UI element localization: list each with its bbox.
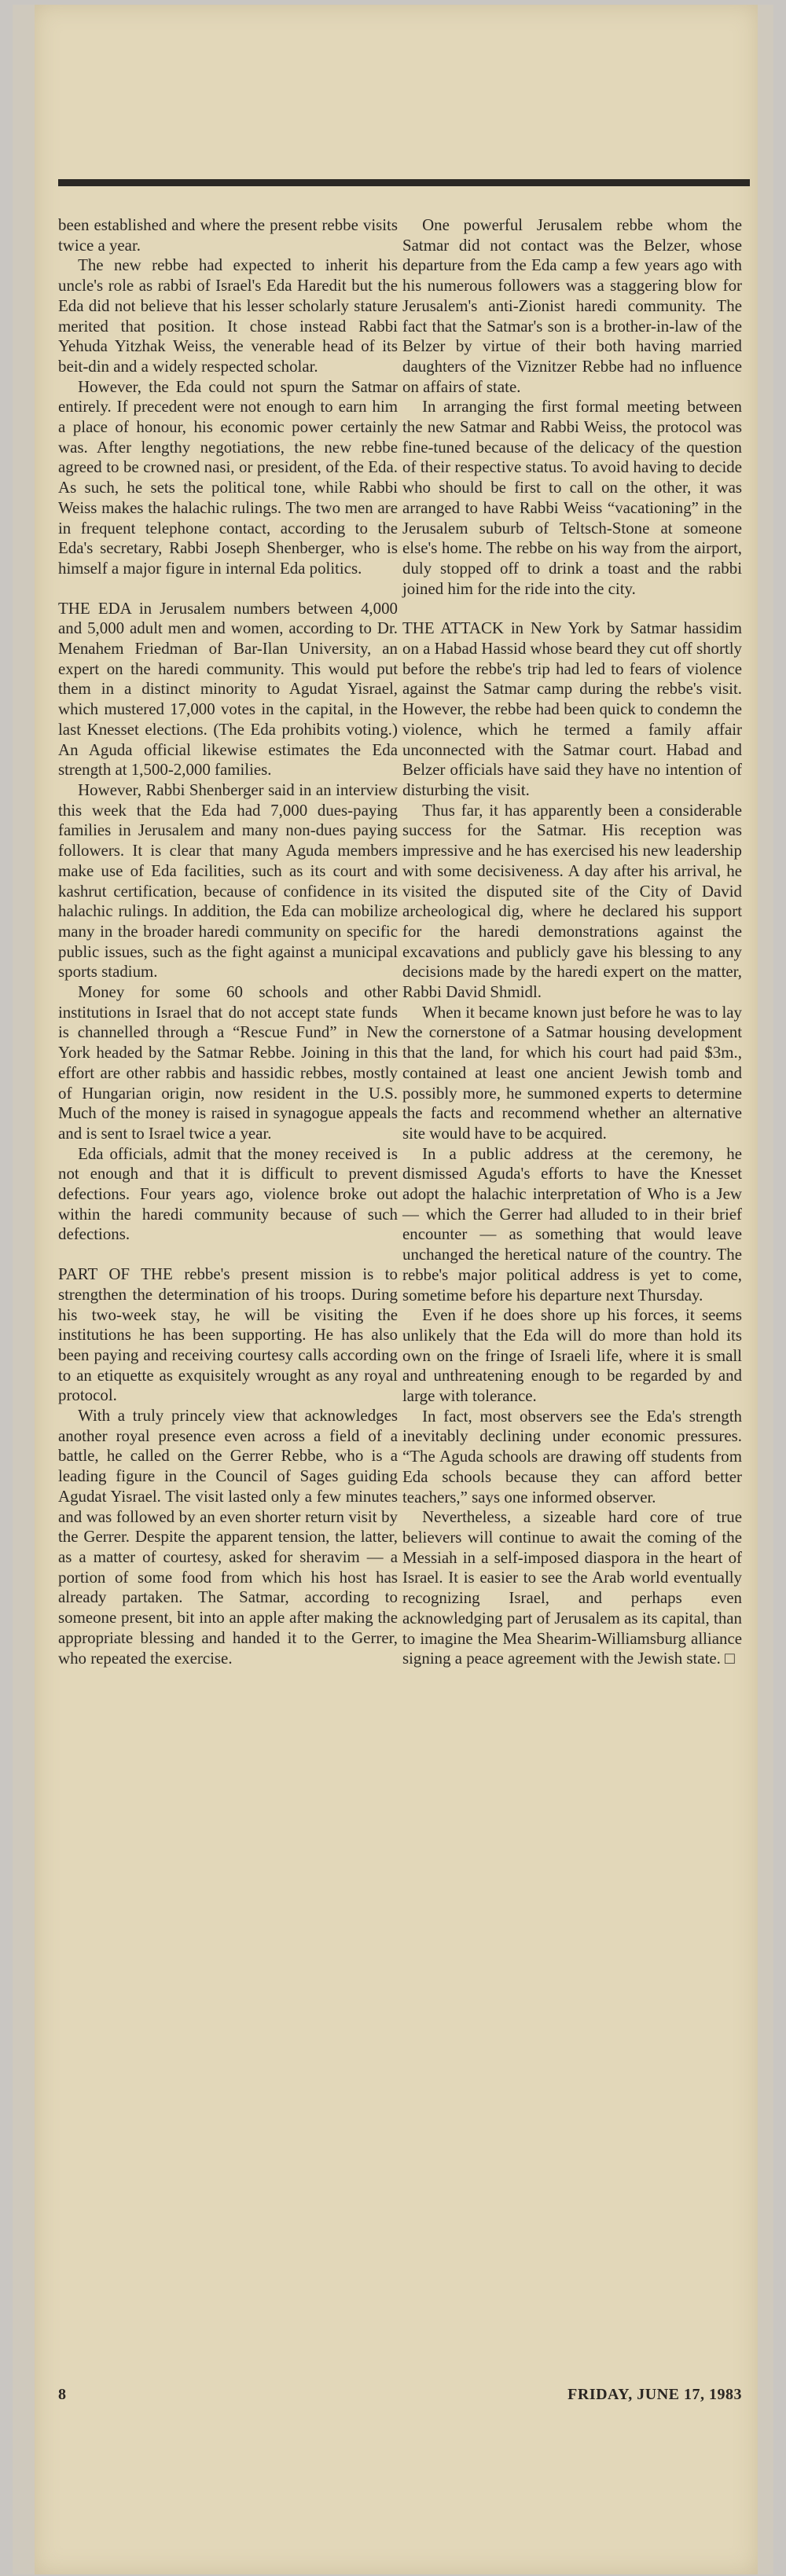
header-rule (58, 179, 750, 186)
paragraph: Money for some 60 schools and other institutions in Israel that do not accept state funds is channelled through a “Rescue Fund” in New York headed by the Satmar Rebbe. Joining in this effort are other rabbis and hassidic rebbes, mostly of Hungarian origin, now resident in the U.S. Much of the money is raised in synagogue appeals and is sent to Israel twice a year. (58, 982, 398, 1143)
paragraph: However, Rabbi Shenberger said in an interview this week that the Eda had 7,000 dues-paying families in Jerusalem and many non-dues paying followers. It is clear that many Aguda members make use of Eda facilities, such as its court and kashrut certification, because of confidence in its halachic rulings. In addition, the Eda can mobilize many in the broader haredi community on specific public issues, such as the fight against a municipal sports stadium. (58, 780, 398, 982)
paragraph: Eda officials, admit that the money received is not enough and that it is difficult to prevent defections. Four years ago, violence broke out within the haredi community because of such defections. (58, 1143, 398, 1244)
section-paragraph: THE EDA in Jerusalem numbers between 4,000 and 5,000 adult men and women, according to Dr. Menahem Friedman of Bar-Ilan University, an expert on the haredi community. This would put them in a distinct minority to Agudat Yisrael, which mustered 17,000 votes in the capital, in the last Knesset elections. (The Eda prohibits voting.) An Aguda official likewise estimates the Eda strength at 1,500-2,000 families. (58, 598, 398, 780)
paragraph: Nevertheless, a sizeable hard core of true believers will continue to await the coming of the Messiah in a self-imposed diaspora in the heart of Israel. It is easier to see the Arab world eventually recognizing Israel, and perhaps even acknowledging part of Jerusalem as its capital, than to imagine the Mea Shearim-Williamsburg alliance signing a peace agreement with the Jewish state. □ (402, 1507, 742, 1668)
left-column (58, 215, 398, 1668)
issue-date: FRIDAY, JUNE 17, 1983 (567, 2386, 742, 2403)
page-number: 8 (58, 2386, 66, 2403)
paragraph: When it became known just before he was to lay the cornerstone of a Satmar housing development that the land, for which his court had paid $3m., contained at least one ancient Jewish tomb and possibly more, he summoned experts to determine the facts and recommend whether an alternative site would have to be acquired. (402, 1002, 742, 1143)
paragraph: In fact, most observers see the Eda's strength inevitably declining under economic pressures. “The Aguda schools are drawing off students from Eda schools because they can afford better teachers,” says one informed observer. (402, 1406, 742, 1506)
paragraph: The new rebbe had expected to inherit his uncle's role as rabbi of Israel's Eda Haredit but the Eda did not believe that his lesser scholarly stature merited that position. It chose instead Rabbi Yehuda Yitzhak Weiss, the venerable head of its beit-din and a widely respected scholar. (58, 255, 398, 376)
paragraph: Even if he does shore up his forces, it seems unlikely that the Eda will do more than hold its own on the fringe of Israeli life, where it is small and unthreatening enough to be regarded by and large with tolerance. (402, 1305, 742, 1406)
paragraph: been established and where the present rebbe visits twice a year. (58, 215, 398, 255)
paragraph: With a truly princely view that acknowledges another royal presence even across a field of a battle, he called on the Gerrer Rebbe, who is a leading figure in the Council of Sages guiding Agudat Yisrael. The visit lasted only a few minutes and was followed by an even shorter return visit by the Gerrer. Despite the apparent tension, the latter, as a matter of courtesy, asked for sheravim — a portion of some food from which his host has already partaken. The Satmar, according to someone present, bit into an apple after making the appropriate blessing and handed it to the Gerrer, who repeated the exercise. (58, 1406, 398, 1668)
scan-background (13, 5, 773, 2574)
paragraph: However, the Eda could not spurn the Satmar entirely. If precedent were not enough to earn him a place of honour, his economic power certainly was. After lengthy negotiations, the new rebbe agreed to be crowned nasi, or president, of the Eda. As such, he sets the political tone, while Rabbi Weiss makes the halachic rulings. The two men are in frequent telephone contact, according to the Eda's secretary, Rabbi Joseph Shenberger, who is himself a major figure in internal Eda politics. (58, 376, 398, 578)
section-paragraph: PART OF THE rebbe's present mission is to strengthen the determination of his troops. During his two-week stay, he will be visiting the institutions he has been supporting. He has also been paying and receiving courtesy calls according to an etiquette as exquisitely wrought as any royal protocol. (58, 1264, 398, 1405)
page-footer (58, 2386, 750, 2409)
section-paragraph: THE ATTACK in New York by Satmar hassidim on a Habad Hassid whose beard they cut off shortly before the rebbe's trip had led to fears of violence against the Satmar camp during the rebbe's visit. However, the rebbe had been quick to condemn the violence, which he termed a family affair unconnected with the Satmar court. Habad and Belzer officials have said they have no intention of disturbing the visit. (402, 618, 742, 799)
paragraph: One powerful Jerusalem rebbe whom the Satmar did not contact was the Belzer, whose departure from the Eda camp a few years ago with his numerous followers was a staggering blow for Jerusalem's anti-Zionist haredi community. The fact that the Satmar's son is a brother-in-law of the Belzer by virtue of their both having married daughters of the Viznitzer Rebbe had no influence on affairs of state. (402, 215, 742, 396)
right-column (402, 215, 742, 1669)
paragraph: In a public address at the ceremony, he dismissed Aguda's efforts to have the Knesset adopt the halachic interpretation of Who is a Jew — which the Gerrer had alluded to in their brief encounter — as something that would leave unchanged the heretical nature of the country. The rebbe's major political address is yet to come, sometime before his departure next Thursday. (402, 1143, 742, 1305)
paragraph: In arranging the first formal meeting between the new Satmar and Rabbi Weiss, the protocol was fine-tuned because of the delicacy of the question of their respective status. To avoid having to decide who should be first to call on the other, it was arranged to have Rabbi Weiss “vacationing” in the Jerusalem suburb of Teltsch-Stone at someone else's home. The rebbe on his way from the airport, duly stopped off to drink a toast and the rabbi joined him for the ride into the city. (402, 397, 742, 598)
newspaper-clipping (35, 5, 758, 2574)
paragraph: Thus far, it has apparently been a considerable success for the Satmar. His reception was impressive and he has exercised his new leadership with some decisiveness. A day after his arrival, he visited the disputed site of the City of David archeological dig, where he declared his support for the haredi demonstrations against the excavations and publicly gave his blessing to any decisions made by the haredi expert on the matter, Rabbi David Shmidl. (402, 800, 742, 1002)
